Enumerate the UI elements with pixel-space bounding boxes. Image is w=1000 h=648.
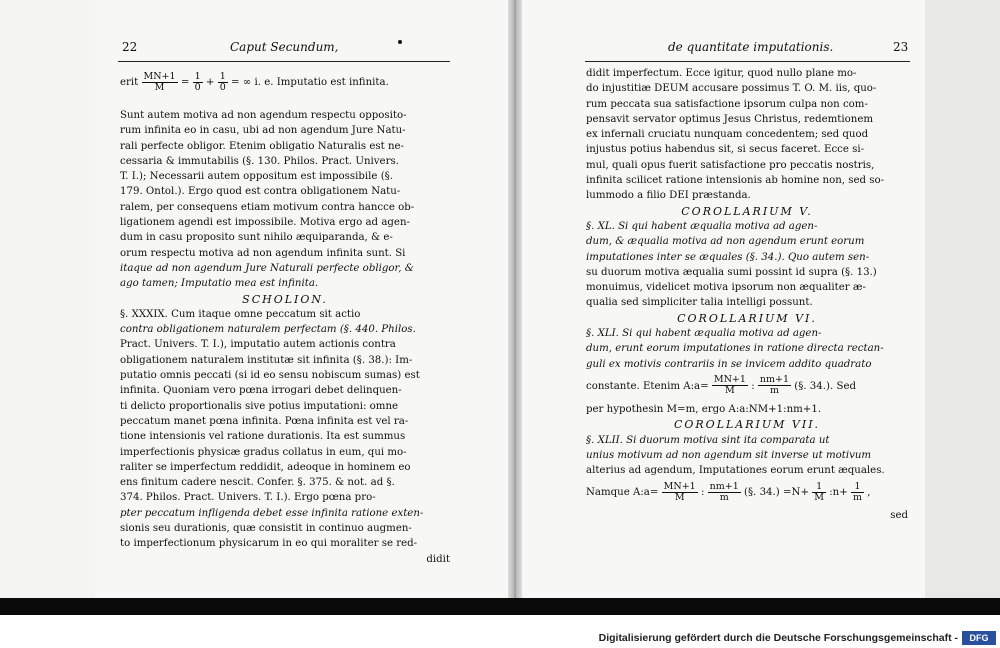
corollary-7-heading: COROLLARIUM VII. xyxy=(673,418,821,432)
left-formula-line: erit $\frac{MN+1}{M}$ = $\frac{1}{0}$ + $\frac{1}{0}$ = ∞ i. e. Imputatio est infinita. xyxy=(120,70,389,93)
footer-bar xyxy=(0,630,1000,648)
scan-bottom-edge xyxy=(0,598,1000,615)
footer-credit: Digitalisierung gefördert durch die Deutsche Forschungsgemeinschaft - xyxy=(598,632,958,644)
right-catchword: sed xyxy=(890,510,908,522)
right-head-rule xyxy=(585,61,910,62)
right-running-head: de quantitate imputationis. xyxy=(668,40,834,54)
corollary-7-formula: Namque A:a= $\frac{MN+1}{M}$ : $\frac{nm+1}{m}$ (§. 34.) =N+ $\frac{1}{M}$ :n+ $\frac{1}{m}$ , xyxy=(586,480,871,503)
formula-fraction-3: $\frac{1}{0}$ xyxy=(219,70,226,93)
right-body-text: didit imperfectum. Ecce igitur, quod nullo plane mo- do injustitiæ DEUM accusare possimus T. O. M. iis, quo- rum peccata sua satisfactione ipsorum culpa non com- pensavit servator optimus Jesus Christus, redemtionem ex infernali cruciatu nunquam concedentem; sed quod injustus potius habendus sit, si secus faceret. Ecce si- mul, quali opus fuerit satisfactione pro peccatis nostris, infinita scilicet ratione intensionis ab homine non, sed so- lummodo a filio DEI præstanda. COROLLARIUM V. §. XL. Si qui habent æqualia motiva ad agen- dum, & æqualia motiva ad non agendum erunt eorum imputationes inter se æquales (§. 34.). Quo autem sen- su duorum motiva æqualia sumi possint id supra (§. 13.) monuimus, videlicet motiva ipsorum non æqualiter æ- qualia sed simpliciter talia intelligi possunt. COROLLARIUM VI. §. XLI. Si qui habent æqualia motiva ad agen- dum, erunt eorum imputationes in ratione directa rectan- guli ex motivis contrariis in se invicem addito quadrato constante. Etenim A:a= $\frac{MN+1}{M}$ : $\frac{nm+1}{m}$ (§. 34.). Sed per hypothesin M=m, ergo A:a:NM+1:nm+1. COROLLARIUM VII. §. XLII. Si duorum motiva sint ita comparata ut unius motivum ad non agendum sit inverse ut motivum alterius ad agendum, Imputationes eorum erunt æquales. Namque A:a= $\frac{MN+1}{M}$ : $\frac{nm+1}{m}$ (§. 34.) =N+ $\frac{1}{M}$ :n+ $\frac{1}{m}$ , sed xyxy=(586,66,908,524)
formula-fraction-2: $\frac{1}{0}$ xyxy=(194,70,201,93)
left-catchword: didit xyxy=(426,553,450,565)
left-body-text: Sunt autem motiva ad non agendum respectu opposito- rum infinita eo in casu, ubi ad non agendum Jure Natu- rali perfecte obligor. Etenim obligatio Naturalis est ne- cessaria & immutabilis (§. 130. Philos. Pract. Univers. T. I.); Necessarii autem oppositum est impossibile (§. 179. Ontol.). Ergo quod est contra obligationem Natu- ralem, per consequens etiam motivum contra hancce ob- ligationem agendi est impossibile. Motiva ergo ad agen- dum in casu proposito sunt nihilo æquiparanda, & e- orum respectu motiva ad non agendum infinita sunt. Si itaque ad non agendum Jure Naturali perfecte obligor, & ago tamen; Imputatio mea est infinita. SCHOLION. §. XXXIX. Cum itaque omne peccatum sit actio contra obligationem naturalem perfectam (§. 440. Philos. Pract. Univers. T. I.), imputatio autem actionis contra obligationem naturalem institutæ sit infinita (§. 38.): Im- putatio omnis peccati (si id eo sensu nobiscum sumas) est infinita. Quoniam vero pœna irrogari debet delinquen- ti delicto proportionalis sive potius imputationi: omne peccatum manet pœna infinita. Pœna infinita est vel ra- tione intensionis vel ratione durationis. Ita est summus imperfectionis physicæ gradus collatus in eum, qui mo- raliter se imperfectum reddidit, adeoque in hominem eo ens finitum cadere nescit. Confer. §. 375. & not. ad §. 374. Philos. Pract. Univers. T. I.). Ergo pœna pro- pter peccatum infligenda debet esse infinita ratione exten- sionis seu durationis, quæ consistit in continuo augmen- to imperfectionum physicarum in eo qui moraliter se red- didit xyxy=(120,108,450,567)
corollary-6-formula: constante. Etenim A:a= $\frac{MN+1}{M}$ : $\frac{nm+1}{m}$ (§. 34.). Sed xyxy=(586,374,856,397)
right-page-number: 23 xyxy=(893,40,909,54)
scholion-heading: SCHOLION. xyxy=(242,292,328,306)
corollary-6-heading: COROLLARIUM VI. xyxy=(677,311,817,325)
left-head-rule xyxy=(118,61,450,62)
ink-spot xyxy=(398,40,402,44)
dfg-logo-icon: DFG xyxy=(962,631,996,645)
left-page-number: 22 xyxy=(122,40,138,54)
corollary-5-heading: COROLLARIUM V. xyxy=(681,204,813,218)
book-gutter xyxy=(508,0,522,615)
formula-fraction-1: $\frac{MN+1}{M}$ xyxy=(143,70,176,93)
formula-suffix: = ∞ i. e. Imputatio est infinita. xyxy=(231,77,389,88)
formula-prefix: erit xyxy=(120,77,139,88)
left-running-head: Caput Secundum, xyxy=(230,40,339,54)
page-edge xyxy=(925,0,1000,615)
